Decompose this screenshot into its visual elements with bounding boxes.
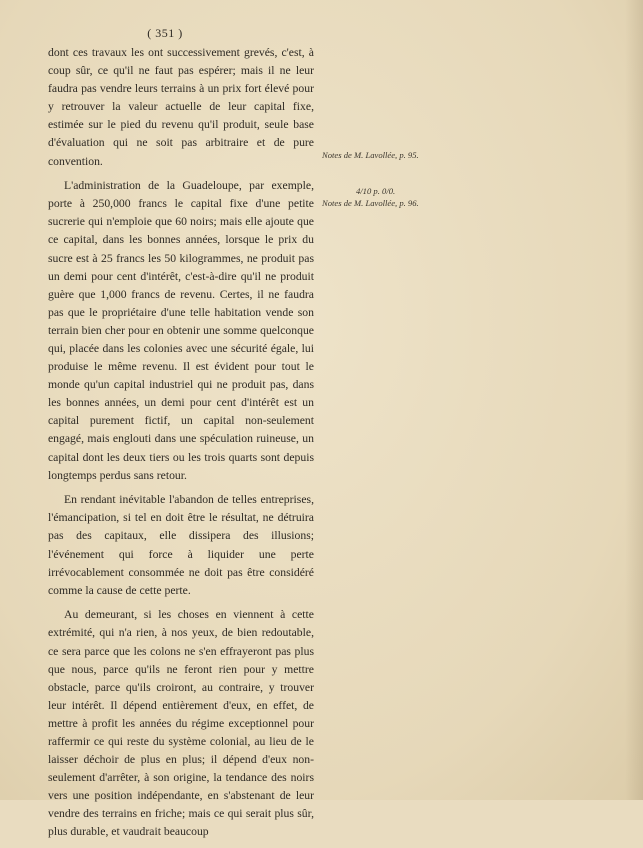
paragraph-1: dont ces travaux les ont successivement grevés, c'est, à coup sûr, ce qu'il ne faut pas espérer; mais il ne leur faudra pas vendre leurs terrains à un prix fort élevé pour y retrouver la valeur actuelle de leur capital fixe, estimée sur le pied du revenu qu'il produit, seule base d'évaluation qui ne soit pas arbitraire et de pure convention. xyxy=(48,46,314,168)
page-edge-shadow xyxy=(625,0,643,800)
paragraph-4: Au demeurant, si les choses en viennent à cette extrémité, qui n'a rien, à nos yeux, de bien redoutable, ce sera parce que les colons ne s'en effrayeront pas plus que nous, parce qu'ils ne feront rien pour y mettre obstacle, parce qu'ils croiront, au contraire, y trouver leur intérêt. Il dépend entièrement d'eux, en effet, de mettre à profit les années du régime exceptionnel pour raffermir ce qui reste du système colonial, au lieu de le laisser déchoir de plus en plus; il dépend d'eux non-seulement d'arrêter, à son origine, la tendance des noirs vers une position indépendante, en s'abstenant de leur vendre des terrains en friche; mais ce qui serait plus sûr, plus durable, et vaudrait beaucoup xyxy=(48,608,314,839)
page-number: ( 351 ) xyxy=(147,26,183,40)
margin-note-rate: 4/10 p. 0/0. xyxy=(356,186,396,196)
paragraph-3: En rendant inévitable l'abandon de telles entreprises, l'émancipation, si tel en doit être le résultat, ne détruira pas des capitaux, elle dissipera des illusions; l'événement qui force à liquider une perte irrévocablement consommée ne doit pas être considéré comme la cause de cette perte. xyxy=(48,493,314,597)
paragraph-2: L'administration de la Guadeloupe, par exemple, porte à 250,000 francs le capital fixe d'une petite sucrerie qui n'emploie que 60 noirs; mais elle ajoute que ce capital, dans les bonnes années, lorsque le prix du sucre est à 25 francs les 50 kilogrammes, ne produit pas un demi pour cent d'intérêt, c'est-à-dire qu'il ne produit guère que 1,000 francs de revenu. Certes, il ne faudra pas que le propriétaire d'une telle habitation vende son terrain bien cher pour en obtenir une somme quelconque qui, placée dans les colonies avec une sécurité égale, lui produise le même revenu. Il est évident pour tout le monde qu'un capital industriel qui ne produit pas, dans les bonnes années, un demi pour cent d'intérêt est un capital purement fictif, un capital non-seulement engagé, mais englouti dans une spéculation ruineuse, un capital dont les deux tiers ou les trois quarts sont depuis longtemps perdus sans retour. xyxy=(48,179,314,482)
body-text xyxy=(48,44,314,848)
margin-note-lavollee-95: Notes de M. Lavollée, p. 95. xyxy=(322,150,419,160)
margin-note-lavollee-96: Notes de M. Lavollée, p. 96. xyxy=(322,198,419,208)
